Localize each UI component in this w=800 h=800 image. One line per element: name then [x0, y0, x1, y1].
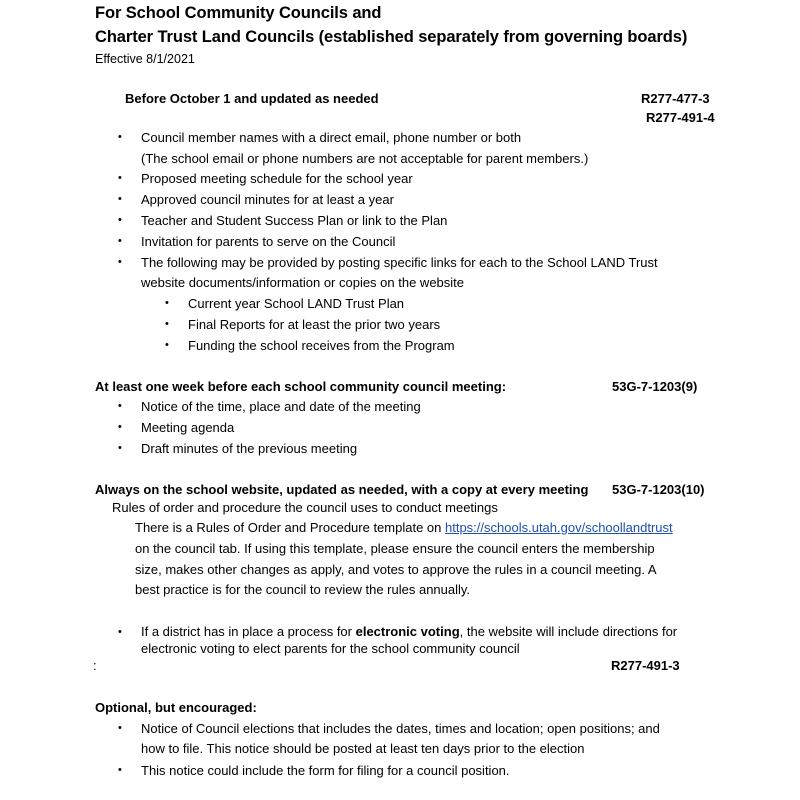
rules-paragraph-line-1 [135, 520, 673, 535]
section2-code: 53G-7-1203(9) [612, 379, 698, 394]
list-item: Approved council minutes for at least a year [141, 192, 394, 207]
bullet-icon: • [165, 297, 169, 309]
list-item-continuation: how to file. This notice should be posted at least ten days prior to the election [141, 741, 585, 756]
section4-heading: Optional, but encouraged: [95, 700, 257, 715]
list-item: The following may be provided by posting specific links for each to the School LAND Trust [141, 255, 658, 270]
rules-paragraph-line: size, makes other changes as apply, and votes to approve the rules in a council meeting. A [135, 562, 657, 577]
section1-code-2: R277-491-4 [646, 110, 715, 125]
bullet-icon: • [118, 172, 122, 184]
section3-code: 53G-7-1203(10) [612, 482, 705, 497]
sub-list-item: Funding the school receives from the Program [188, 338, 455, 353]
voting-text-bold: electronic voting [355, 624, 460, 639]
bullet-icon: • [118, 421, 122, 433]
list-item: Council member names with a direct email, phone number or both [141, 130, 522, 145]
list-item-continuation: electronic voting to elect parents for the school community council [141, 641, 520, 656]
list-item: Draft minutes of the previous meeting [141, 441, 358, 456]
bullet-icon: • [118, 256, 122, 268]
section3-intro: Rules of order and procedure the council uses to conduct meetings [112, 500, 498, 515]
bullet-icon: • [118, 764, 122, 776]
section1-heading: Before October 1 and updated as needed [125, 91, 379, 106]
list-item-continuation: (The school email or phone numbers are not acceptable for parent members.) [141, 151, 589, 166]
schoollandtrust-link[interactable]: https://schools.utah.gov/schoollandtrust [445, 520, 673, 535]
bullet-icon: • [165, 318, 169, 330]
electronic-voting-item [141, 624, 677, 639]
list-item: Meeting agenda [141, 420, 235, 435]
bullet-icon: • [118, 131, 122, 143]
list-item: Proposed meeting schedule for the school year [141, 171, 413, 186]
bullet-icon: • [118, 722, 122, 734]
list-item: Invitation for parents to serve on the Council [141, 234, 396, 249]
bullet-icon: • [165, 339, 169, 351]
colon-marker: : [93, 658, 97, 673]
title-line-1: For School Community Councils and [95, 4, 382, 22]
bullet-icon: • [118, 442, 122, 454]
voting-text-after: , the website will include directions for [459, 624, 678, 639]
bullet-icon: • [118, 193, 122, 205]
sub-list-item: Final Reports for at least the prior two years [188, 317, 441, 332]
section3-code-2: R277-491-3 [611, 658, 680, 673]
rules-paragraph-line: on the council tab. If using this template, please ensure the council enters the membership [135, 541, 655, 556]
list-item: Notice of Council elections that includes the dates, times and location; open positions; and [141, 721, 660, 736]
list-item: Notice of the time, place and date of the meeting [141, 399, 421, 414]
list-item: This notice could include the form for filing for a council position. [141, 763, 510, 778]
rules-paragraph-line: best practice is for the council to review the rules annually. [135, 582, 471, 597]
section1-code-1: R277-477-3 [641, 91, 710, 106]
rules-paragraph-text: There is a Rules of Order and Procedure template on [135, 520, 445, 535]
section2-heading: At least one week before each school community council meeting: [95, 379, 507, 394]
bullet-icon: • [118, 235, 122, 247]
bullet-icon: • [118, 626, 122, 638]
effective-date: Effective 8/1/2021 [95, 52, 195, 66]
list-item: Teacher and Student Success Plan or link to the Plan [141, 213, 448, 228]
voting-text-before: If a district has in place a process for [141, 624, 356, 639]
bullet-icon: • [118, 400, 122, 412]
section3-heading: Always on the school website, updated as needed, with a copy at every meeting [95, 482, 589, 497]
list-item-continuation: website documents/information or copies on the website [141, 275, 465, 290]
bullet-icon: • [118, 214, 122, 226]
title-line-2: Charter Trust Land Councils (established separately from governing boards) [95, 28, 688, 46]
sub-list-item: Current year School LAND Trust Plan [188, 296, 405, 311]
